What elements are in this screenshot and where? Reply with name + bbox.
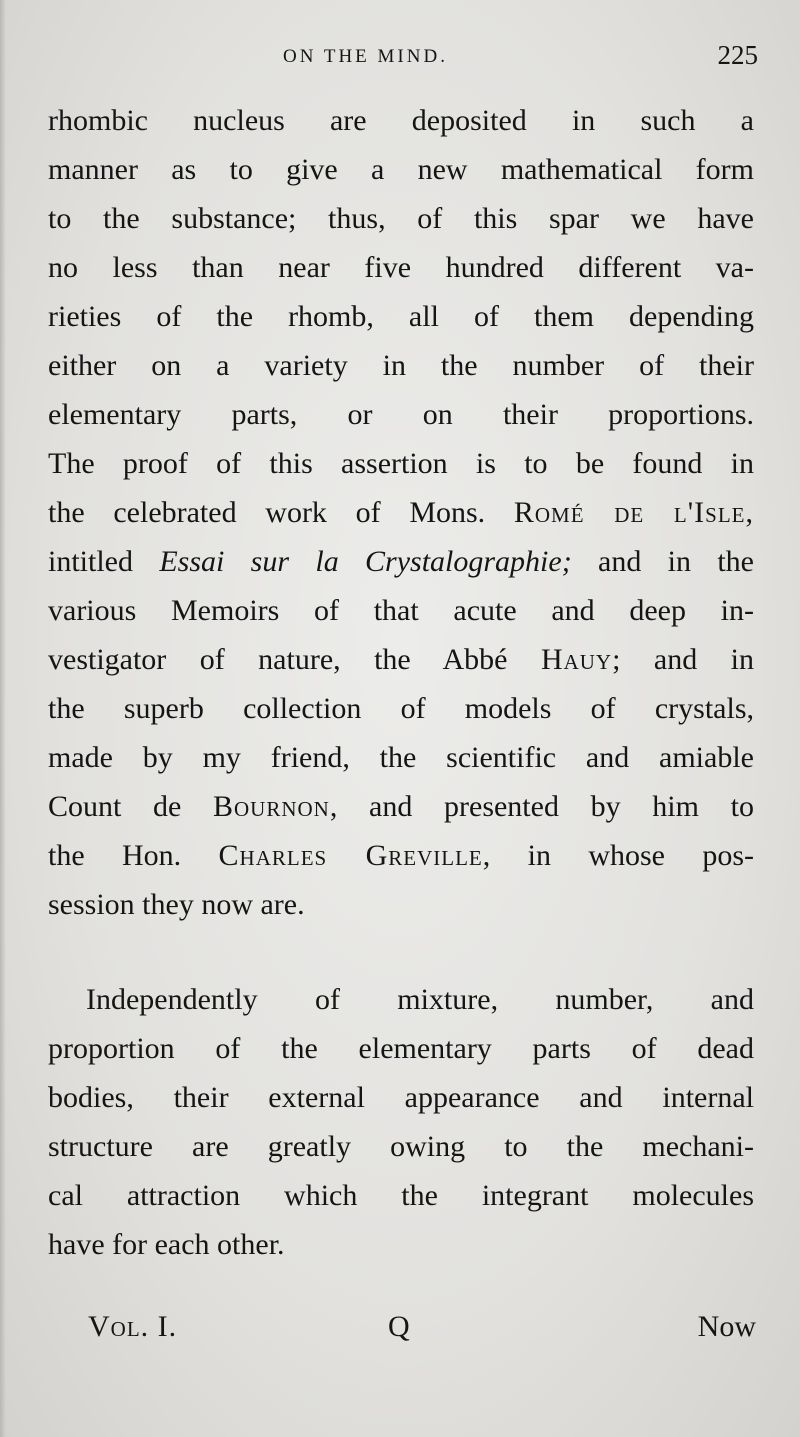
- text-span: and in the: [571, 545, 754, 578]
- text-span: vestigator of nature, the Abbé: [48, 643, 541, 676]
- book-title: Essai sur la Crystalographie;: [159, 545, 572, 578]
- page-number: 225: [717, 40, 758, 70]
- paragraph-1: [48, 96, 754, 929]
- author-name-rome-de-lisle: Romé de l'Isle,: [513, 496, 754, 529]
- text-span: intitled: [48, 545, 160, 578]
- paragraph-gap: [48, 929, 754, 975]
- text-span: the celebrated work of Mons.: [48, 496, 514, 529]
- text-span: the Hon.: [48, 839, 219, 872]
- author-name-hauy: Hauy: [540, 643, 613, 676]
- running-head: ON THE MIND.: [283, 46, 448, 67]
- text-span: , in whose pos-: [482, 839, 754, 872]
- text-line: either on a variety in the number of their: [48, 349, 754, 382]
- text-line: The proof of this assertion is to be found in: [48, 447, 754, 480]
- text-line: session they now are.: [48, 888, 305, 921]
- page-header: [48, 40, 758, 80]
- body-text: [48, 96, 754, 1269]
- text-line: cal attraction which the integrant molecules: [48, 1179, 754, 1212]
- text-line: bodies, their external appearance and internal: [48, 1081, 754, 1114]
- text-line: rhombic nucleus are deposited in such a: [48, 104, 754, 137]
- volume-signature: Vol. I.: [88, 1310, 178, 1343]
- text-line: [48, 488, 754, 537]
- text-line: to the substance; thus, of this spar we have: [48, 202, 754, 235]
- person-name-bournon: Bournon: [213, 790, 330, 823]
- text-line: have for each other.: [48, 1228, 285, 1261]
- text-line: [48, 635, 754, 684]
- person-name-greville: Charles Greville: [218, 839, 483, 872]
- text-line: elementary parts, or on their proportions.: [48, 398, 754, 431]
- text-line: [48, 831, 754, 880]
- text-line: structure are greatly owing to the mechani-: [48, 1130, 754, 1163]
- text-line: [48, 782, 754, 831]
- paragraph-2: [48, 975, 754, 1269]
- text-line: made by my friend, the scientific and amiable: [48, 741, 754, 774]
- page-edge-shadow: [0, 0, 6, 1437]
- text-line: no less than near five hundred different va-: [48, 251, 754, 284]
- page-footer: [88, 1310, 756, 1360]
- text-span: , and presented by him to: [329, 790, 754, 823]
- text-line: rieties of the rhomb, all of them depending: [48, 300, 754, 333]
- text-span: ; and in: [612, 643, 754, 676]
- catchword: Now: [697, 1310, 756, 1343]
- text-line: proportion of the elementary parts of dead: [48, 1032, 754, 1065]
- signature-mark: Q: [388, 1310, 410, 1343]
- text-span: Count de: [48, 790, 213, 823]
- text-line: manner as to give a new mathematical form: [48, 153, 754, 186]
- text-line: Independently of mixture, number, and: [86, 983, 754, 1016]
- text-line: various Memoirs of that acute and deep in-: [48, 594, 754, 627]
- text-line: the superb collection of models of crystals,: [48, 692, 754, 725]
- text-line: [48, 537, 754, 586]
